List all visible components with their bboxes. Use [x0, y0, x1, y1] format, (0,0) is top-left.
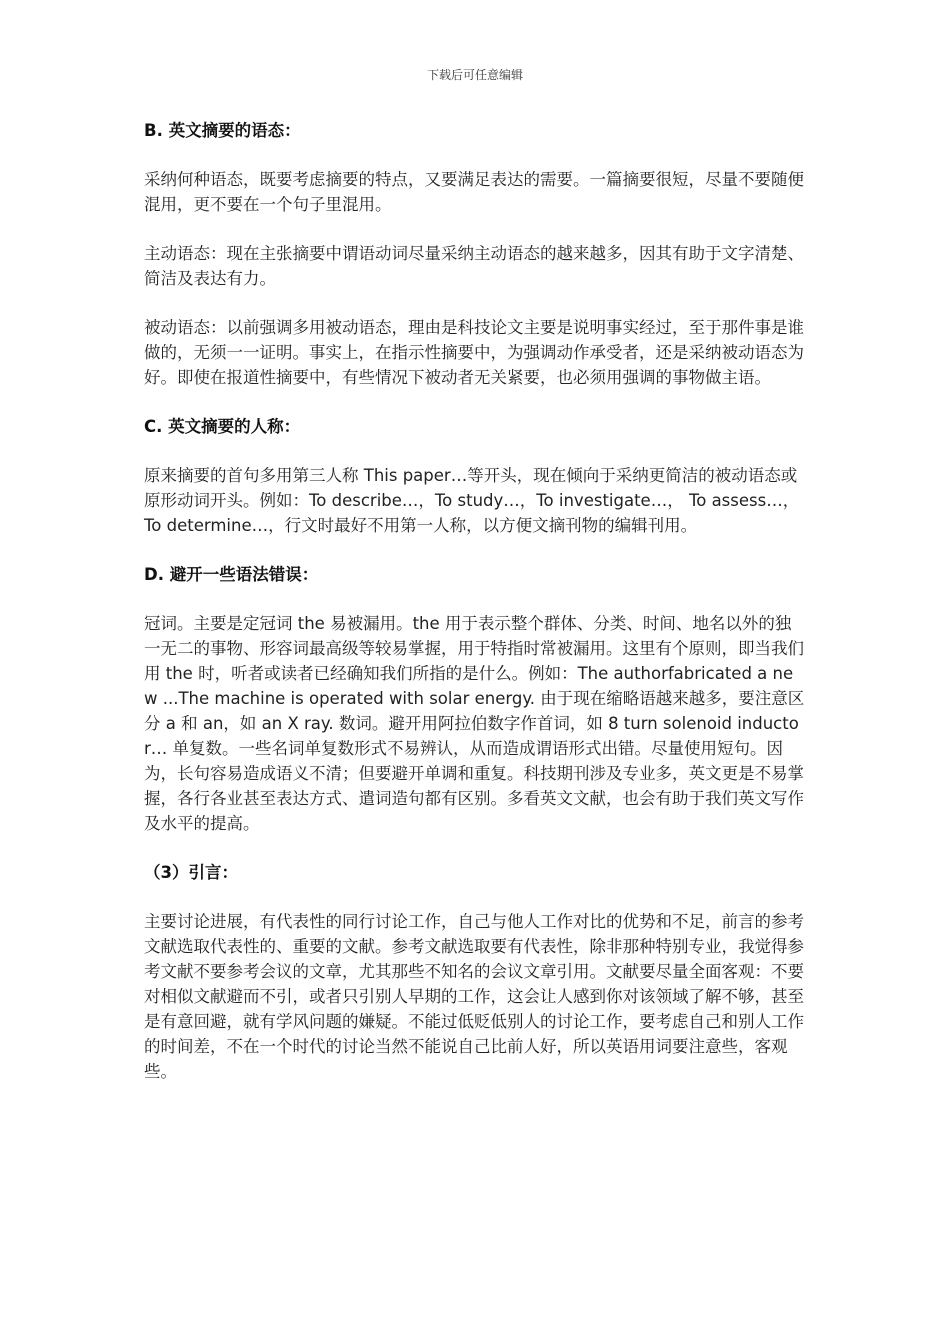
paragraph-person: 原来摘要的首句多用第三人称 This paper…等开头，现在倾向于采纳更简洁的被动语态或原形动词开头。例如：To describe…，To study…，To investigate…， To assess…，To determine…，行文时最好不用第一人称，以方便文摘刊物的编辑刊用。 [144, 466, 800, 535]
paragraph-grammar: 冠词。主要是定冠词 the 易被漏用。the 用于表示整个群体、分类、时间、地名以外的独一无二的事物、形容词最高级等较易掌握，用于特指时常被漏用。这里有个原则，即当我们用 the 时，听者或读者已经确知我们所指的是什么。例如：The authorfabricated a new ...The machine is operated with solar energy. 由于现在缩略语越来越多，要注意区分 a 和 an，如 an X ray. 数词。避开用阿拉伯数字作首词，如 8 turn solenoid inductor… 单复数。一些名词单复数形式不易辨认，从而造成谓语形式出错。尽量使用短句。因为，长句容易造成语义不清；但要避开单调和重复。科技期刊涉及专业多，英文更是不易掌握，各行各业甚至表达方式、遣词造句都有区别。多看英文文献，也会有助于我们英文写作及水平的提高。 [144, 614, 805, 833]
paragraph-active-voice: 主动语态：现在主张摘要中谓语动词尽量采纳主动语态的越来越多，因其有助于文字清楚、简洁及表达有力。 [144, 244, 804, 288]
section-heading-voice: B. 英文摘要的语态： [144, 121, 301, 140]
paragraph-voice-intro: 采纳何种语态，既要考虑摘要的特点，又要满足表达的需要。一篇摘要很短，尽量不要随便混用，更不要在一个句子里混用。 [144, 170, 804, 214]
page-header: 下载后可任意编辑 [426, 68, 523, 82]
section-heading-grammar: D. 避开一些语法错误： [144, 565, 319, 584]
section-heading-person: C. 英文摘要的人称： [144, 417, 301, 436]
section-heading-introduction: （3）引言： [144, 863, 238, 882]
paragraph-passive-voice: 被动语态：以前强调多用被动语态，理由是科技论文主要是说明事实经过，至于那件事是谁做的，无须一一证明。事实上，在指示性摘要中，为强调动作承受者，还是采纳被动语态为好。即使在报道性摘要中，有些情况下被动者无关紧要，也必须用强调的事物做主语。 [144, 318, 804, 387]
paragraph-introduction: 主要讨论进展，有代表性的同行讨论工作，自己与他人工作对比的优势和不足，前言的参考文献选取代表性的、重要的文献。参考文献选取要有代表性，除非那种特别专业，我觉得参考文献不要参考会议的文章，尤其那些不知名的会议文章引用。文献要尽量全面客观：不要对相似文献避而不引，或者只引别人早期的工作，这会让人感到你对该领域了解不够，甚至是有意回避，就有学风问题的嫌疑。不能过低贬低别人的讨论工作，要考虑自己和别人工作的时间差，不在一个时代的讨论当然不能说自己比前人好，所以英语用词要注意些，客观些。 [144, 912, 804, 1081]
document-body [144, 118, 806, 1108]
